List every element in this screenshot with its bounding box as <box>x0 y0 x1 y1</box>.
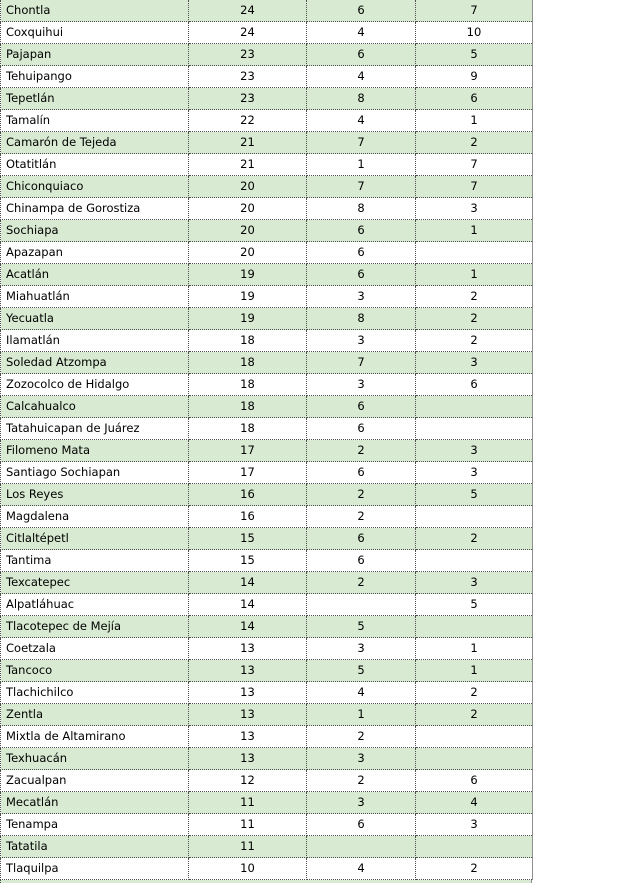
municipality-name-cell: Otatitlán <box>1 154 189 176</box>
value-cell-3 <box>416 748 533 770</box>
value-cell-1: 19 <box>189 308 307 330</box>
value-cell-3 <box>416 396 533 418</box>
table-row <box>1 726 533 748</box>
value-cell-3: 1 <box>416 110 533 132</box>
value-cell-1: 18 <box>189 330 307 352</box>
table-row <box>1 308 533 330</box>
value-cell-3 <box>416 418 533 440</box>
value-cell-3: 2 <box>416 528 533 550</box>
value-cell-2: 3 <box>307 286 416 308</box>
value-cell-1: 14 <box>189 594 307 616</box>
value-cell-3: 7 <box>416 176 533 198</box>
municipality-name-cell: Tatahuicapan de Juárez <box>1 418 189 440</box>
value-cell-1: 20 <box>189 198 307 220</box>
value-cell-3: 1 <box>416 638 533 660</box>
table-row <box>1 770 533 792</box>
value-cell-2: 3 <box>307 374 416 396</box>
value-cell-2: 2 <box>307 440 416 462</box>
value-cell-1: 13 <box>189 726 307 748</box>
municipality-name-cell: Texhuacán <box>1 748 189 770</box>
value-cell-1: 13 <box>189 704 307 726</box>
table-row <box>1 66 533 88</box>
value-cell-1: 17 <box>189 440 307 462</box>
value-cell-3: 9 <box>416 66 533 88</box>
value-cell-3: 2 <box>416 704 533 726</box>
value-cell-3: 3 <box>416 440 533 462</box>
value-cell-3: 5 <box>416 44 533 66</box>
value-cell-1: 20 <box>189 220 307 242</box>
table-row <box>1 660 533 682</box>
value-cell-3: 1 <box>416 220 533 242</box>
value-cell-3: 3 <box>416 462 533 484</box>
value-cell-1: 11 <box>189 836 307 858</box>
value-cell-1: 13 <box>189 660 307 682</box>
table-row <box>1 44 533 66</box>
value-cell-3: 6 <box>416 88 533 110</box>
value-cell-3: 2 <box>416 682 533 704</box>
table-row <box>1 352 533 374</box>
value-cell-2: 6 <box>307 550 416 572</box>
value-cell-2: 6 <box>307 44 416 66</box>
table-row <box>1 154 533 176</box>
value-cell-2: 2 <box>307 484 416 506</box>
table-row <box>1 264 533 286</box>
table-row <box>1 0 533 22</box>
value-cell-1: 18 <box>189 418 307 440</box>
value-cell-1: 16 <box>189 506 307 528</box>
municipality-name-cell: Tantima <box>1 550 189 572</box>
table-body <box>1 0 533 880</box>
value-cell-2: 6 <box>307 528 416 550</box>
table-row <box>1 682 533 704</box>
municipality-name-cell: Texcatepec <box>1 572 189 594</box>
municipality-name-cell: Zozocolco de Hidalgo <box>1 374 189 396</box>
value-cell-1: 13 <box>189 638 307 660</box>
table-row <box>1 594 533 616</box>
value-cell-3 <box>416 726 533 748</box>
value-cell-3: 2 <box>416 858 533 880</box>
municipality-name-cell: Sochiapa <box>1 220 189 242</box>
value-cell-1: 17 <box>189 462 307 484</box>
municipality-name-cell: Chiconquiaco <box>1 176 189 198</box>
value-cell-1: 18 <box>189 374 307 396</box>
value-cell-2: 6 <box>307 0 416 22</box>
table-row <box>1 220 533 242</box>
value-cell-1: 22 <box>189 110 307 132</box>
value-cell-2: 7 <box>307 132 416 154</box>
value-cell-3 <box>416 616 533 638</box>
table-row <box>1 616 533 638</box>
municipality-name-cell: Tamalín <box>1 110 189 132</box>
value-cell-1: 18 <box>189 352 307 374</box>
value-cell-2: 4 <box>307 110 416 132</box>
municipality-name-cell: Yecuatla <box>1 308 189 330</box>
municipality-name-cell: Tehuipango <box>1 66 189 88</box>
value-cell-1: 13 <box>189 682 307 704</box>
value-cell-1: 20 <box>189 176 307 198</box>
municipality-name-cell: Coetzala <box>1 638 189 660</box>
value-cell-1: 24 <box>189 22 307 44</box>
value-cell-2: 2 <box>307 506 416 528</box>
value-cell-2: 6 <box>307 418 416 440</box>
municipality-name-cell: Calcahualco <box>1 396 189 418</box>
municipality-name-cell: Mecatlán <box>1 792 189 814</box>
value-cell-2: 3 <box>307 330 416 352</box>
table-row <box>1 440 533 462</box>
value-cell-2: 8 <box>307 198 416 220</box>
value-cell-3: 5 <box>416 594 533 616</box>
value-cell-2: 6 <box>307 814 416 836</box>
municipality-name-cell: Tepetlán <box>1 88 189 110</box>
value-cell-2 <box>307 594 416 616</box>
value-cell-1: 21 <box>189 132 307 154</box>
value-cell-3: 3 <box>416 814 533 836</box>
value-cell-3: 2 <box>416 286 533 308</box>
value-cell-1: 19 <box>189 264 307 286</box>
municipality-name-cell: Los Reyes <box>1 484 189 506</box>
value-cell-2: 2 <box>307 572 416 594</box>
value-cell-1: 24 <box>189 0 307 22</box>
value-cell-1: 11 <box>189 814 307 836</box>
value-cell-1: 23 <box>189 66 307 88</box>
value-cell-2: 2 <box>307 726 416 748</box>
municipality-name-cell: Acatlán <box>1 264 189 286</box>
value-cell-1: 12 <box>189 770 307 792</box>
table-row <box>1 748 533 770</box>
municipality-name-cell: Apazapan <box>1 242 189 264</box>
value-cell-2: 3 <box>307 748 416 770</box>
value-cell-3: 2 <box>416 308 533 330</box>
value-cell-2: 4 <box>307 682 416 704</box>
value-cell-1: 23 <box>189 44 307 66</box>
value-cell-2: 4 <box>307 66 416 88</box>
table-row <box>1 242 533 264</box>
table-row <box>1 814 533 836</box>
value-cell-3: 2 <box>416 132 533 154</box>
table-row <box>1 792 533 814</box>
value-cell-2: 7 <box>307 352 416 374</box>
table-row <box>1 110 533 132</box>
value-cell-3: 6 <box>416 770 533 792</box>
table-row <box>1 550 533 572</box>
value-cell-1: 13 <box>189 748 307 770</box>
municipality-name-cell: Pajapan <box>1 44 189 66</box>
municipality-name-cell: Tlachichilco <box>1 682 189 704</box>
value-cell-3: 4 <box>416 792 533 814</box>
table-row <box>1 330 533 352</box>
value-cell-2: 5 <box>307 660 416 682</box>
municipality-name-cell: Ilamatlán <box>1 330 189 352</box>
value-cell-3: 7 <box>416 0 533 22</box>
municipality-name-cell: Citlaltépetl <box>1 528 189 550</box>
value-cell-2: 4 <box>307 22 416 44</box>
value-cell-1: 16 <box>189 484 307 506</box>
table-row <box>1 176 533 198</box>
value-cell-2: 6 <box>307 462 416 484</box>
value-cell-3: 3 <box>416 352 533 374</box>
value-cell-2: 1 <box>307 704 416 726</box>
municipality-name-cell: Coxquihui <box>1 22 189 44</box>
table-row <box>1 418 533 440</box>
value-cell-3: 1 <box>416 660 533 682</box>
value-cell-3 <box>416 550 533 572</box>
value-cell-3: 6 <box>416 374 533 396</box>
table-row <box>1 858 533 880</box>
municipality-name-cell: Camarón de Tejeda <box>1 132 189 154</box>
municipality-name-cell: Tatatila <box>1 836 189 858</box>
value-cell-2: 6 <box>307 264 416 286</box>
municipality-name-cell: Soledad Atzompa <box>1 352 189 374</box>
table-row <box>1 484 533 506</box>
value-cell-3: 3 <box>416 198 533 220</box>
municipality-name-cell: Tancoco <box>1 660 189 682</box>
value-cell-3 <box>416 506 533 528</box>
table-row <box>1 22 533 44</box>
value-cell-3 <box>416 836 533 858</box>
municipality-name-cell: Chinampa de Gorostiza <box>1 198 189 220</box>
table-row <box>1 528 533 550</box>
table-row <box>1 572 533 594</box>
table-row <box>1 132 533 154</box>
value-cell-1: 20 <box>189 242 307 264</box>
value-cell-1: 18 <box>189 396 307 418</box>
table-row <box>1 198 533 220</box>
value-cell-2 <box>307 836 416 858</box>
municipality-name-cell: Tenampa <box>1 814 189 836</box>
value-cell-1: 10 <box>189 858 307 880</box>
value-cell-2: 4 <box>307 858 416 880</box>
table-row <box>1 638 533 660</box>
value-cell-1: 14 <box>189 572 307 594</box>
municipality-name-cell: Tlaquilpa <box>1 858 189 880</box>
value-cell-2: 7 <box>307 176 416 198</box>
value-cell-3: 2 <box>416 330 533 352</box>
value-cell-1: 19 <box>189 286 307 308</box>
municipality-name-cell: Tlacotepec de Mejía <box>1 616 189 638</box>
value-cell-3: 1 <box>416 264 533 286</box>
municipality-name-cell: Miahuatlán <box>1 286 189 308</box>
table-row <box>1 704 533 726</box>
municipality-name-cell: Zentla <box>1 704 189 726</box>
value-cell-3: 7 <box>416 154 533 176</box>
table-row <box>1 286 533 308</box>
value-cell-2: 6 <box>307 220 416 242</box>
value-cell-3: 3 <box>416 572 533 594</box>
value-cell-1: 14 <box>189 616 307 638</box>
table-row <box>1 88 533 110</box>
table-row <box>1 462 533 484</box>
municipality-name-cell: Filomeno Mata <box>1 440 189 462</box>
value-cell-2: 6 <box>307 242 416 264</box>
table-row <box>1 836 533 858</box>
table-row <box>1 396 533 418</box>
value-cell-1: 15 <box>189 550 307 572</box>
value-cell-3: 10 <box>416 22 533 44</box>
table-row <box>1 374 533 396</box>
municipality-name-cell: Magdalena <box>1 506 189 528</box>
value-cell-1: 11 <box>189 792 307 814</box>
value-cell-1: 15 <box>189 528 307 550</box>
value-cell-2: 1 <box>307 154 416 176</box>
municipality-name-cell: Mixtla de Altamirano <box>1 726 189 748</box>
value-cell-2: 8 <box>307 88 416 110</box>
value-cell-2: 3 <box>307 792 416 814</box>
value-cell-1: 23 <box>189 88 307 110</box>
value-cell-2: 5 <box>307 616 416 638</box>
municipality-name-cell: Chontla <box>1 0 189 22</box>
value-cell-2: 6 <box>307 396 416 418</box>
value-cell-3 <box>416 242 533 264</box>
table-row <box>1 506 533 528</box>
value-cell-3: 5 <box>416 484 533 506</box>
municipality-name-cell: Zacualpan <box>1 770 189 792</box>
value-cell-1: 21 <box>189 154 307 176</box>
value-cell-2: 2 <box>307 770 416 792</box>
municipality-name-cell: Santiago Sochiapan <box>1 462 189 484</box>
municipality-name-cell: Alpatláhuac <box>1 594 189 616</box>
value-cell-2: 8 <box>307 308 416 330</box>
value-cell-2: 3 <box>307 638 416 660</box>
